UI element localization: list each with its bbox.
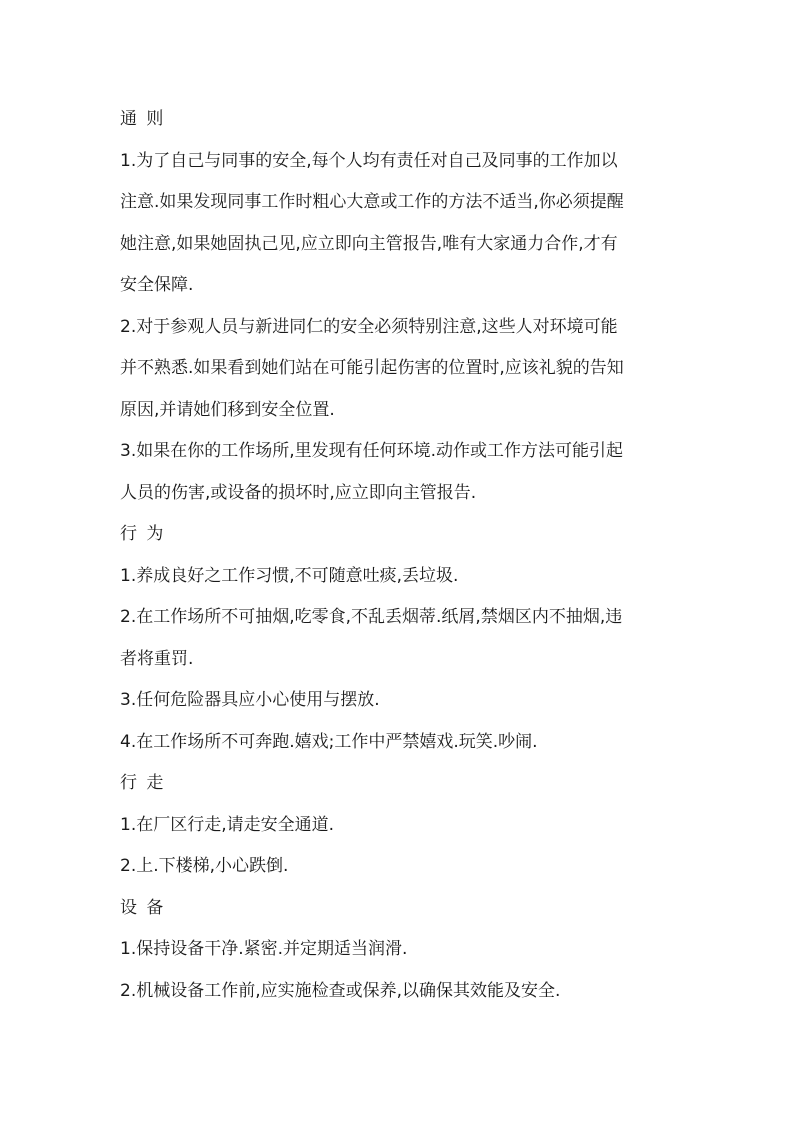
paragraph-line: 注意.如果发现同事工作时粗心大意或工作的方法不适当,你必须提醒 [120,192,624,212]
paragraph-line: 原因,并请她们移到安全位置. [120,399,335,420]
paragraph-line: 1.保持设备干净.紧密.并定期适当润滑. [120,939,408,959]
paragraph-line: 她注意,如果她固执己见,应立即向主管报告,唯有大家通力合作,才有 [120,233,618,254]
paragraph-line: 安全保障. [120,275,194,295]
document-body [120,99,680,1012]
paragraph-line: 1.为了自己与同事的安全,每个人均有责任对自己及同事的工作加以 [120,150,618,171]
paragraph-line: 2.上.下楼梯,小心跌倒. [120,856,289,876]
paragraph-line: 2.对于参观人员与新进同仁的安全必须特别注意,这些人对环境可能 [120,316,618,337]
paragraph-line: 3.如果在你的工作场所,里发现有任何环境.动作或工作方法可能引起 [120,441,624,461]
paragraph-line: 1.在厂区行走,请走安全通道. [120,814,335,835]
paragraph-line: 3.任何危险器具应小心使用与摆放. [120,690,380,710]
paragraph-line: 人员的伤害,或设备的损坏时,应立即向主管报告. [120,482,477,503]
paragraph-line: 者将重罚. [120,648,194,669]
section-heading-walking: 行 走 [120,773,166,793]
paragraph-line: 2.在工作场所不可抽烟,吃零食,不乱丢烟蒂.纸屑,禁烟区内不抽烟,违 [120,607,623,627]
section-heading-behavior: 行 为 [120,524,166,544]
paragraph-line: 2.机械设备工作前,应实施检查或保养,以确保其效能及安全. [120,980,561,1001]
paragraph-line: 1.养成良好之工作习惯,不可随意吐痰,丢垃圾. [120,565,459,586]
section-heading-equipment: 设 备 [120,897,166,918]
paragraph-line: 4.在工作场所不可奔跑.嬉戏;工作中严禁嬉戏.玩笑.吵闹. [120,731,538,752]
paragraph-line: 并不熟悉.如果看到她们站在可能引起伤害的位置时,应该礼貌的告知 [120,358,624,378]
section-heading-general: 通 则 [120,109,166,129]
